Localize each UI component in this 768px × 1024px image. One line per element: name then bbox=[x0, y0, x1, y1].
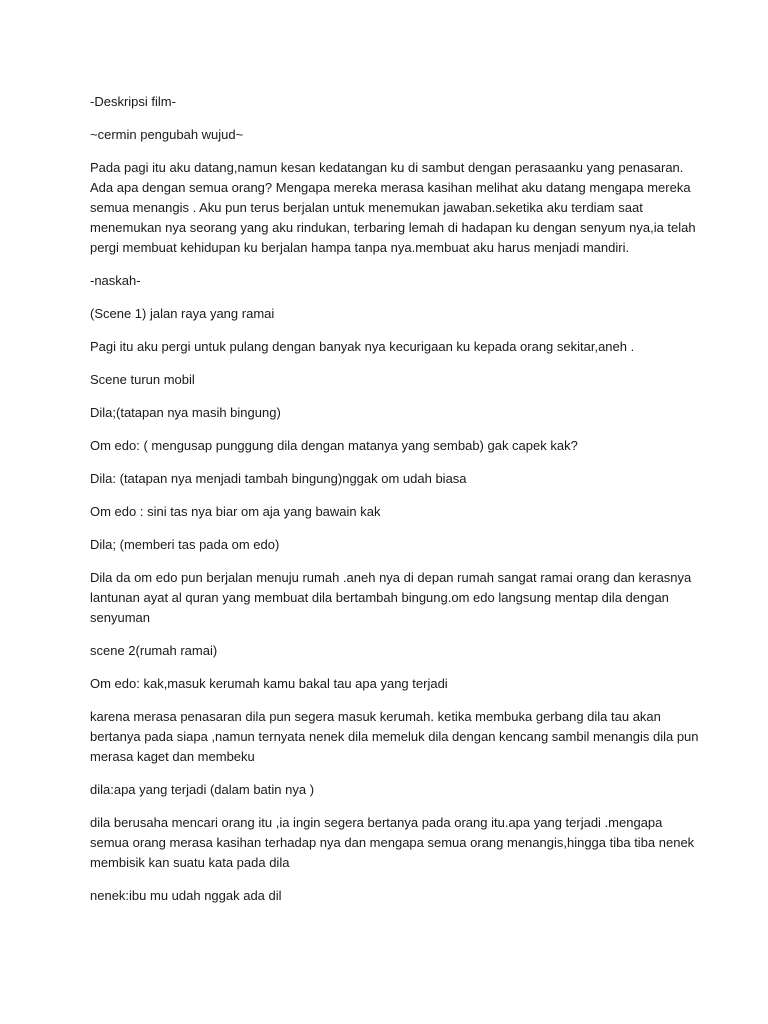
dialogue-line: dila:apa yang terjadi (dalam batin nya ) bbox=[90, 782, 315, 797]
document-page bbox=[90, 92, 700, 919]
scene-heading: (Scene 1) jalan raya yang ramai bbox=[90, 306, 275, 321]
narration-line: Pagi itu aku pergi untuk pulang dengan banyak nya kecurigaan ku kepada orang sekitar,aneh . bbox=[90, 339, 635, 354]
description-paragraph: Pada pagi itu aku datang,namun kesan kedatangan ku di sambut dengan perasaanku yang penasaran. Ada apa dengan semua orang? Mengapa mereka merasa kasihan melihat aku datang mengapa mereka semua menangis . Aku pun terus berjalan untuk menemukan jawaban.seketika aku terdiam saat menemukan nya seorang yang aku rindukan, terbaring lemah di hadapan ku dengan senyum nya,ia telah pergi membuat kehidupan ku berjalan hampa tanpa nya.membuat aku harus menjadi mandiri. bbox=[90, 160, 696, 255]
document-heading: -Deskripsi film- bbox=[90, 94, 176, 109]
dialogue-line: Om edo: ( mengusap punggung dila dengan matanya yang sembab) gak capek kak? bbox=[90, 438, 578, 453]
dialogue-line: Om edo: kak,masuk kerumah kamu bakal tau apa yang terjadi bbox=[90, 676, 448, 691]
script-heading: -naskah- bbox=[90, 273, 141, 288]
dialogue-line: Dila; (memberi tas pada om edo) bbox=[90, 537, 280, 552]
dialogue-line: nenek:ibu mu udah nggak ada dil bbox=[90, 888, 282, 903]
narration-paragraph: karena merasa penasaran dila pun segera masuk kerumah. ketika membuka gerbang dila tau akan bertanya pada siapa ,namun ternyata nenek dila memeluk dila dengan kencang sambil menangis dila pun merasa kaget dan membeku bbox=[90, 709, 699, 764]
dialogue-line: Dila;(tatapan nya masih bingung) bbox=[90, 405, 281, 420]
dialogue-line: Dila: (tatapan nya menjadi tambah bingung)nggak om udah biasa bbox=[90, 471, 467, 486]
scene-direction: Scene turun mobil bbox=[90, 372, 195, 387]
narration-paragraph: Dila da om edo pun berjalan menuju rumah .aneh nya di depan rumah sangat ramai orang dan kerasnya lantunan ayat al quran yang membuat dila bertambah bingung.om edo langsung mentap dila dengan senyuman bbox=[90, 570, 692, 625]
film-title: ~cermin pengubah wujud~ bbox=[90, 127, 244, 142]
narration-paragraph: dila berusaha mencari orang itu ,ia ingin segera bertanya pada orang itu.apa yang terjadi .mengapa semua orang merasa kasihan terhadap nya dan mengapa semua orang menangis,hingga tiba tiba nenek membisik kan suatu kata pada dila bbox=[90, 815, 695, 870]
dialogue-line: Om edo : sini tas nya biar om aja yang bawain kak bbox=[90, 504, 381, 519]
scene-heading: scene 2(rumah ramai) bbox=[90, 643, 218, 658]
